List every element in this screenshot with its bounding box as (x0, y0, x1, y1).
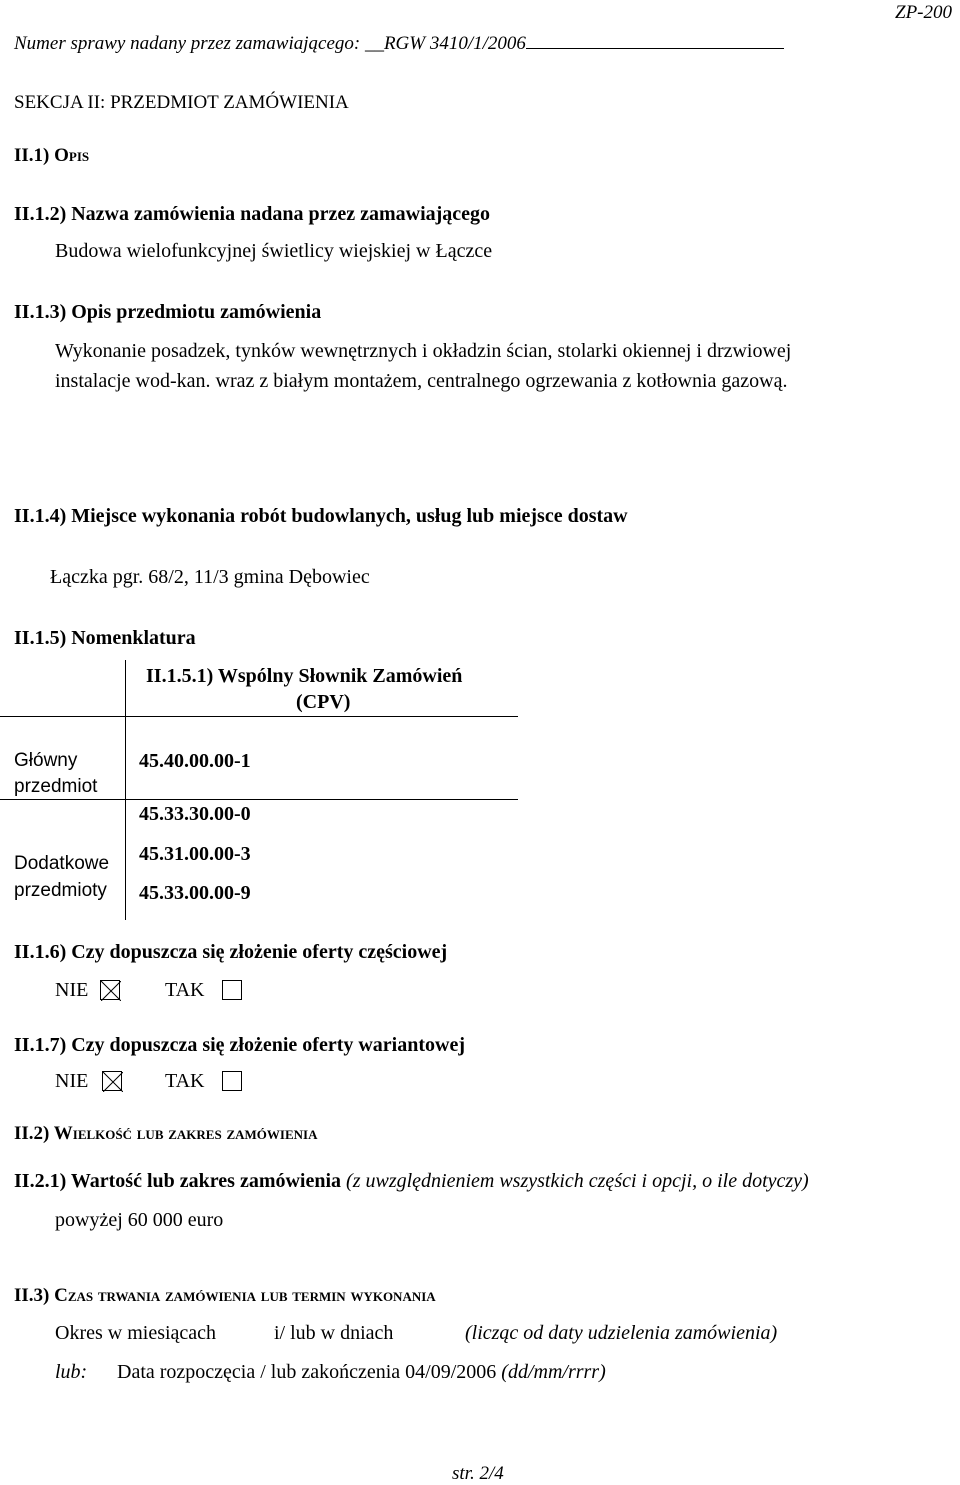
section-2-2-1-heading (14, 1170, 809, 1193)
section-2-2-heading: II.2) Wielkość lub zakres zamówienia (14, 1123, 318, 1144)
additional-cpv-code: 45.33.30.00-0 (139, 803, 251, 825)
cpv-header-rule (0, 716, 518, 717)
partial-offer-yes-label: TAK (165, 979, 205, 1001)
variant-offer-yes-label: TAK (165, 1070, 205, 1092)
start-end-date-line (117, 1361, 606, 1384)
description-line-2: instalacje wod-kan. wraz z białym montażem, centralnego ogrzewania z kotłownia gazową. (55, 370, 788, 392)
section-2-1-5-heading: II.1.5) Nomenklatura (14, 627, 196, 649)
contract-value: powyżej 60 000 euro (55, 1209, 224, 1231)
section-2-1-7-heading: II.1.7) Czy dopuszcza się złożenie oferty wariantowej (14, 1034, 466, 1056)
additional-cpv-code: 45.31.00.00-3 (139, 843, 251, 865)
contract-name-value: Budowa wielofunkcyjnej świetlicy wiejskiej w Łączce (55, 240, 493, 262)
case-number-underline (526, 48, 784, 49)
cpv-column-divider (125, 660, 126, 920)
section-2-1-6-heading: II.1.6) Czy dopuszcza się złożenie oferty częściowej (14, 941, 448, 963)
duration-counting-note: (licząc od daty udzielenia zamówienia) (465, 1322, 778, 1344)
additional-subjects-label-1: Dodatkowe (14, 853, 110, 874)
page-number: str. 2/4 (452, 1463, 504, 1484)
or-label: lub: (55, 1361, 88, 1383)
main-cpv-code: 45.40.00.00-1 (139, 750, 251, 772)
section-2-1-3-heading: II.1.3) Opis przedmiotu zamówienia (14, 301, 322, 323)
case-number-line (14, 33, 784, 55)
section-2-2-1-heading-note: (z uwzględnieniem wszystkich części i opcji, o ile dotyczy) (346, 1170, 809, 1192)
date-format-hint: (dd/mm/rrrr) (501, 1361, 606, 1383)
section-2-1-4-heading: II.1.4) Miejsce wykonania robót budowlanych, usług lub miejsce dostaw (14, 505, 628, 527)
partial-offer-no-label: NIE (55, 979, 89, 1001)
variant-offer-yes-checkbox[interactable] (222, 1071, 242, 1091)
cpv-heading-line-2: (CPV) (296, 691, 351, 713)
duration-days-label: i/ lub w dniach (274, 1322, 394, 1344)
duration-months-label: Okres w miesiącach (55, 1322, 217, 1344)
additional-subjects-label-2: przedmioty (14, 880, 107, 901)
additional-cpv-code: 45.33.00.00-9 (139, 882, 251, 904)
variant-offer-no-label: NIE (55, 1070, 89, 1092)
location-value: Łączka pgr. 68/2, 11/3 gmina Dębowiec (50, 566, 370, 588)
checkbox-cross-icon (103, 1072, 123, 1092)
section-2-1-2-heading: II.1.2) Nazwa zamówienia nadana przez zamawiającego (14, 203, 491, 225)
case-number-text: Numer sprawy nadany przez zamawiającego: __RGW 3410/1/2006 (14, 33, 526, 54)
checkbox-cross-icon (101, 981, 121, 1001)
partial-offer-yes-checkbox[interactable] (222, 980, 242, 1000)
partial-offer-no-checkbox[interactable] (100, 980, 120, 1000)
form-code: ZP-200 (895, 2, 952, 23)
section-title: SEKCJA II: PRZEDMIOT ZAMÓWIENIA (14, 92, 349, 113)
section-2-1-label: II.1) Opis (14, 145, 90, 166)
section-2-3-heading: II.3) Czas trwania zamówienia lub termin wykonania (14, 1285, 436, 1306)
start-end-date-text: Data rozpoczęcia / lub zakończenia 04/09/2006 (117, 1361, 497, 1383)
description-line-1: Wykonanie posadzek, tynków wewnętrznych i okładzin ścian, stolarki okiennej i drzwiowej (55, 340, 792, 362)
cpv-row-divider (0, 799, 518, 800)
cpv-heading-line-1: II.1.5.1) Wspólny Słownik Zamówień (146, 665, 463, 687)
variant-offer-no-checkbox[interactable] (102, 1071, 122, 1091)
main-subject-label-1: Główny (14, 750, 78, 771)
main-subject-label-2: przedmiot (14, 776, 98, 797)
section-2-2-1-heading-bold: II.2.1) Wartość lub zakres zamówienia (14, 1170, 342, 1192)
